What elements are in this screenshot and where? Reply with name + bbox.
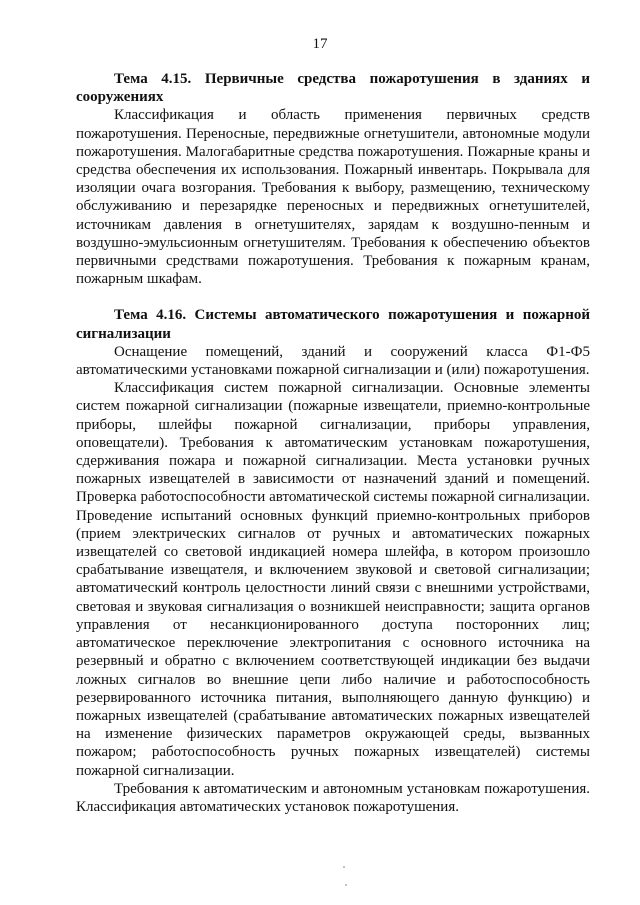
section-spacer (76, 288, 590, 306)
section-paragraph: Оснащение помещений, зданий и сооружений класса Ф1-Ф5 автоматическими установками пожарной сигнализации и (или) пожаротушения. (76, 343, 590, 379)
section-4-16 (76, 306, 590, 816)
page-number: 17 (312, 36, 328, 52)
scan-speck (343, 866, 345, 868)
page-content (76, 70, 590, 816)
section-heading: Тема 4.15. Первичные средства пожаротушения в зданиях и сооружениях (76, 71, 590, 106)
section-paragraph: Классификация и область применения первичных средств пожаротушения. Переносные, передвижные огнетушители, автономные модули пожаротушения. Малогабаритные средства пожаротушения. Пожарные краны и средства обеспечения их использования. Пожарный инвентарь. Покрывала для изоляции очага возгорания. Требования к выбору, размещению, техническому обслуживанию и перезарядке переносных и передвижных огнетушителей, источникам давления в огнетушителях, зарядам к воздушно-пенным и воздушно-эмульсионным огнетушителям. Требования к обеспечению объектов первичными средствами пожаротушения. Требования к пожарным кранам, пожарным шкафам. (76, 107, 590, 288)
section-heading: Тема 4.16. Системы автоматического пожаротушения и пожарной сигнализации (76, 307, 590, 342)
section-paragraph: Требования к автоматическим и автономным установкам пожаротушения. Классификация автоматических установок пожаротушения. (76, 780, 590, 815)
section-paragraph: Классификация систем пожарной сигнализации. Основные элементы систем пожарной сигнализации (пожарные извещатели, приемно-контрольные приборы, шлейфы пожарной сигнализации, приборы управления, оповещатели). Требования к автоматическим установкам пожаротушения, сдерживания пожара и пожарной сигнализации. Места установки ручных пожарных извещателей в зависимости от назначений зданий и помещений. Проверка работоспособности автоматической системы пожарной сигнализации. Проведение испытаний основных функций приемно-контрольных приборов (прием электрических сигналов от ручных и автоматических пожарных извещателей со световой индикацией номера шлейфа, в котором произошло срабатывание извещателя, и включением звуковой и световой сигнализации; автоматический контроль целостности линий связи с внешними устройствами, световая и звуковая сигнализация о возникшей неисправности; защита органов управления от несанкционированного доступа посторонних лиц; автоматическое переключение электропитания с основного источника на резервный и обратно с включением соответствующей индикации без выдачи ложных сигналов во внешние цепи либо наличие и работоспособность резервированного источника питания, выполняющего данную функцию) и пожарных извещателей (срабатывание автоматических пожарных извещателей на изменение физических параметров окружающей среды, вызванных пожаром; работоспособность ручных пожарных извещателей) системы пожарной сигнализации. (76, 380, 590, 779)
scan-speck (345, 884, 347, 886)
section-4-15 (76, 70, 590, 288)
